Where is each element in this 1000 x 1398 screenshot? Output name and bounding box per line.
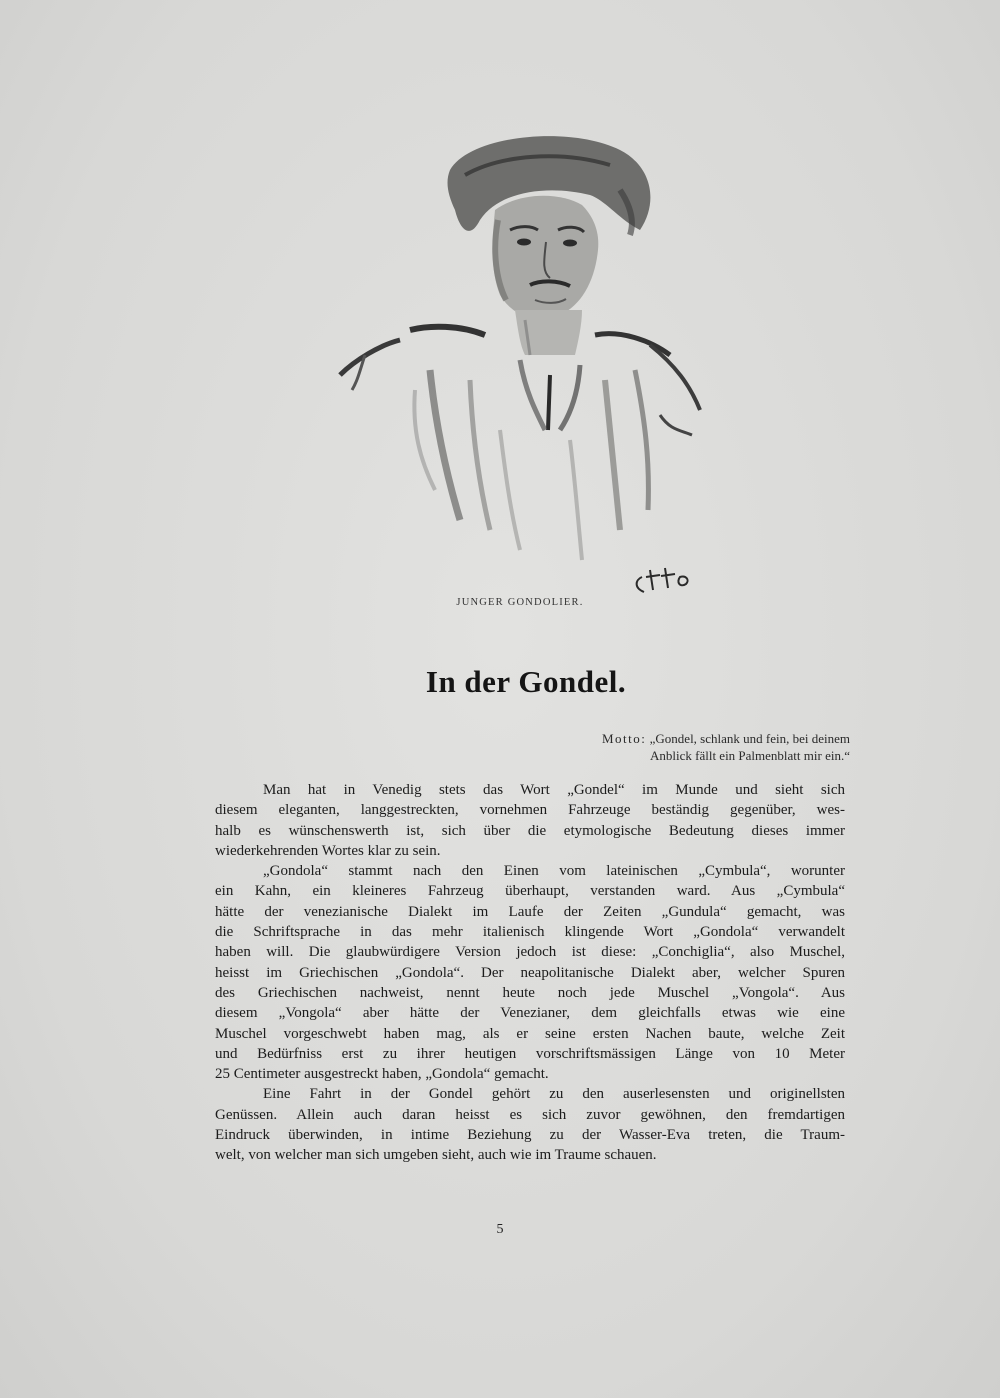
text-line: hätte der venezianische Dialekt im Laufe der Zeiten „Gundula“ gemacht, was xyxy=(215,903,845,920)
motto-line-2: Anblick fällt ein Palmenblatt mir ein.“ xyxy=(649,748,850,763)
text-line: Eindruck überwinden, in intime Beziehung zu der Wasser-Eva treten, die Traum- xyxy=(215,1127,845,1144)
motto-line-1: „Gondel, schlank und fein, bei deinem xyxy=(649,731,850,746)
text-line: heisst im Griechischen „Gondola“. Der neapolitanische Dialekt aber, welcher Spuren xyxy=(215,964,845,981)
text-line: ein Kahn, ein kleineres Fahrzeug überhaupt, verstanden ward. Aus „Cymbula“ xyxy=(215,883,845,900)
text-line: haben will. Die glaubwürdigere Version jedoch ist diese: „Conchiglia“, also Muschel, xyxy=(215,944,845,961)
text-line: Muschel vorgeschwebt haben mag, als er seine ersten Nachen baute, welche Zeit xyxy=(215,1025,845,1042)
text-line: die Schriftsprache in das mehr italienisch klingende Wort „Gondola“ verwandelt xyxy=(215,924,845,941)
chapter-title: In der Gondel. xyxy=(425,664,627,699)
text-line: und Bedürfniss erst zu ihrer heutigen vorschriftsmässigen Länge von 10 Meter xyxy=(215,1045,845,1062)
text-line: diesem „Vongola“ aber hätte der Venezianer, dem gleichfalls etwas wie eine xyxy=(215,1005,845,1022)
shirt-strokes xyxy=(340,340,400,375)
gondolier-portrait-illustration xyxy=(320,130,720,600)
motto xyxy=(520,730,850,764)
text-line: welt, von welcher man sich umgeben sieht, auch wie im Traume schauen. xyxy=(215,1147,657,1164)
text-line: Eine Fahrt in der Gondel gehört zu den auserlesensten und originellsten xyxy=(263,1086,845,1103)
text-line: diesem eleganten, langgestreckten, vornehmen Fahrzeuge beständig gegenüber, wes- xyxy=(215,802,845,819)
artist-signature-icon xyxy=(637,568,688,592)
text-line: „Gondola“ stammt nach den Einen vom lateinischen „Cymbula“, worunter xyxy=(263,863,845,880)
page-number: 5 xyxy=(496,1222,504,1237)
text-line: Genüssen. Allein auch daran heisst es sich zuvor gewöhnen, den fremdartigen xyxy=(215,1106,845,1123)
text-line: 25 Centimeter ausgestreckt haben, „Gondola“ gemacht. xyxy=(215,1066,549,1083)
text-line: Man hat in Venedig stets das Wort „Gondel“ im Munde und sieht sich xyxy=(263,782,845,798)
paragraph-2 xyxy=(215,861,845,1084)
text-line: des Griechischen nachweist, nennt heute noch jede Muschel „Vongola“. Aus xyxy=(215,984,845,1001)
paragraph-3 xyxy=(215,1084,845,1165)
motto-label: Motto: xyxy=(601,731,647,746)
text-line: wiederkehrenden Wortes klar zu sein. xyxy=(215,842,441,859)
paragraph-1 xyxy=(215,780,845,861)
illustration-caption: JUNGER GONDOLIER. xyxy=(456,597,584,608)
text-line: halb es wünschenswerth ist, sich über die etymologische Bedeutung dieses immer xyxy=(215,822,845,839)
body-text xyxy=(215,780,845,1166)
